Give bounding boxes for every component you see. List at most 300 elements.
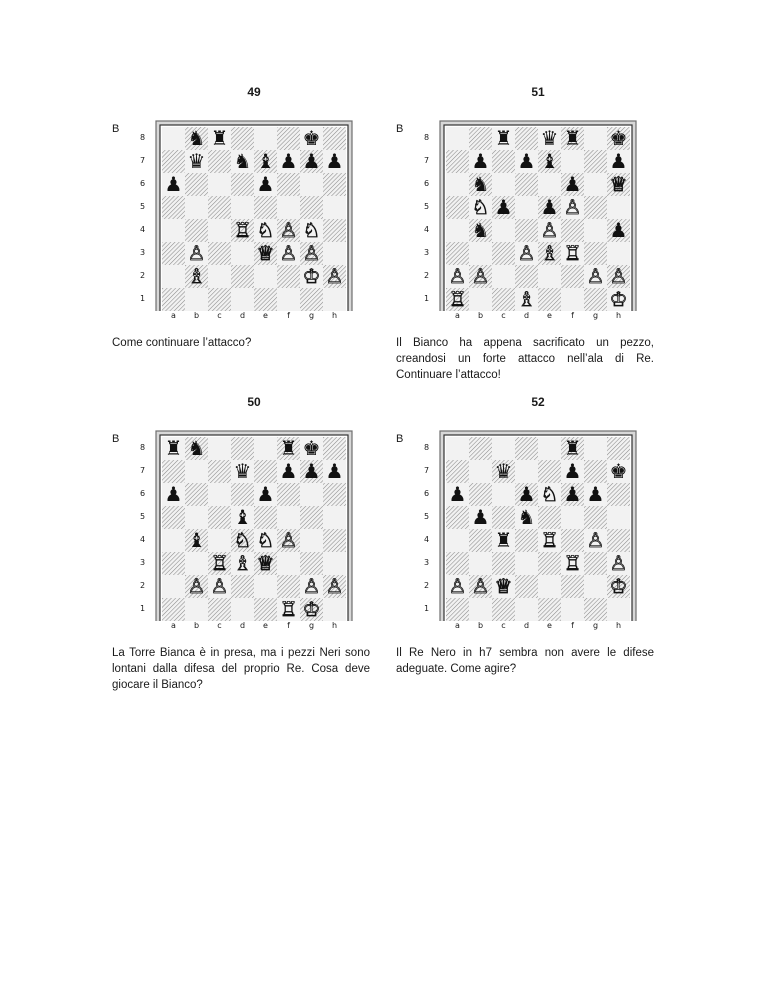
square-e2 — [254, 265, 277, 288]
square-c1 — [492, 288, 515, 311]
black-piece-e7: ♝ — [540, 149, 559, 173]
square-h1 — [607, 598, 630, 621]
square-d8 — [231, 437, 254, 460]
square-c7 — [492, 150, 515, 173]
square-f2 — [277, 265, 300, 288]
white-piece-a1: ♖ — [448, 287, 467, 311]
white-piece-h2: ♔ — [609, 574, 628, 598]
black-piece-g8: ♚ — [302, 436, 321, 460]
square-e7 — [254, 460, 277, 483]
file-label: f — [287, 621, 290, 630]
square-a7 — [162, 150, 185, 173]
white-piece-g1: ♔ — [302, 597, 321, 621]
rank-label: 8 — [424, 443, 430, 452]
square-d5 — [515, 196, 538, 219]
square-c2 — [208, 265, 231, 288]
square-g4 — [584, 219, 607, 242]
black-piece-b7: ♟ — [471, 149, 490, 173]
square-d2 — [231, 575, 254, 598]
black-piece-c7: ♛ — [494, 459, 513, 483]
square-f6 — [277, 173, 300, 196]
black-piece-f7: ♟ — [279, 459, 298, 483]
square-e1 — [538, 598, 561, 621]
square-f2 — [561, 265, 584, 288]
square-g1 — [584, 288, 607, 311]
file-label: f — [571, 621, 574, 630]
square-d8 — [515, 437, 538, 460]
square-b1 — [185, 598, 208, 621]
rank-label: 1 — [424, 604, 430, 613]
square-h8 — [607, 437, 630, 460]
square-b4 — [469, 529, 492, 552]
side-to-move: B — [112, 433, 120, 445]
white-piece-e3: ♗ — [540, 241, 559, 265]
white-piece-b2: ♙ — [187, 574, 206, 598]
square-g3 — [300, 552, 323, 575]
black-piece-f8: ♜ — [279, 436, 298, 460]
square-b8 — [469, 127, 492, 150]
square-d1 — [515, 598, 538, 621]
square-c1 — [208, 598, 231, 621]
puzzle-number: 49 — [247, 85, 261, 99]
square-g1 — [300, 288, 323, 311]
square-e1 — [254, 598, 277, 621]
square-d1 — [231, 288, 254, 311]
square-h1 — [323, 598, 346, 621]
rank-label: 1 — [140, 604, 146, 613]
white-piece-h1: ♔ — [609, 287, 628, 311]
white-piece-h3: ♙ — [609, 551, 628, 575]
square-a7 — [162, 460, 185, 483]
square-h1 — [323, 288, 346, 311]
black-piece-h7: ♚ — [609, 459, 628, 483]
black-piece-e7: ♝ — [256, 149, 275, 173]
black-piece-b8: ♞ — [187, 126, 206, 150]
white-piece-e4: ♘ — [256, 218, 275, 242]
rank-label: 5 — [140, 202, 146, 211]
rank-label: 7 — [140, 466, 146, 475]
rank-label: 8 — [140, 443, 146, 452]
square-d6 — [231, 483, 254, 506]
square-c4 — [208, 529, 231, 552]
black-piece-h7: ♟ — [325, 459, 344, 483]
square-c6 — [492, 173, 515, 196]
white-piece-f4: ♙ — [279, 218, 298, 242]
square-e2 — [538, 575, 561, 598]
square-c1 — [492, 598, 515, 621]
chess-diagram — [416, 425, 642, 630]
black-piece-a6: ♟ — [448, 482, 467, 506]
rank-label: 4 — [140, 225, 146, 234]
square-a8 — [446, 437, 469, 460]
square-a5 — [446, 506, 469, 529]
puzzle-number: 50 — [247, 395, 261, 409]
black-piece-d7: ♟ — [517, 149, 536, 173]
file-label: g — [592, 621, 599, 630]
square-c4 — [492, 219, 515, 242]
square-g1 — [584, 598, 607, 621]
file-label: c — [501, 311, 506, 320]
white-piece-c2: ♕ — [494, 574, 513, 598]
square-d8 — [231, 127, 254, 150]
rank-label: 3 — [424, 558, 430, 567]
square-c2 — [492, 265, 515, 288]
white-piece-f4: ♙ — [279, 528, 298, 552]
white-piece-h2: ♙ — [609, 264, 628, 288]
puzzle-caption: La Torre Bianca è in presa, ma i pezzi Neri sono lontani dalla difesa del proprio Re. Cosa deve giocare il Bianco? — [112, 647, 370, 691]
square-a4 — [162, 219, 185, 242]
file-label: b — [193, 311, 200, 320]
square-a2 — [162, 265, 185, 288]
white-piece-d1: ♗ — [517, 287, 536, 311]
side-to-move: B — [112, 123, 120, 135]
black-piece-b5: ♟ — [471, 505, 490, 529]
square-d2 — [231, 265, 254, 288]
square-e7 — [538, 460, 561, 483]
square-b1 — [185, 288, 208, 311]
white-piece-f5: ♙ — [563, 195, 582, 219]
black-piece-e8: ♛ — [540, 126, 559, 150]
square-a6 — [446, 173, 469, 196]
black-piece-b8: ♞ — [187, 436, 206, 460]
file-label: d — [239, 311, 246, 320]
square-d7 — [515, 460, 538, 483]
square-b3 — [469, 242, 492, 265]
square-f4 — [561, 219, 584, 242]
square-f6 — [277, 483, 300, 506]
square-f7 — [561, 150, 584, 173]
white-piece-h2: ♙ — [325, 264, 344, 288]
square-g6 — [300, 483, 323, 506]
square-b7 — [185, 460, 208, 483]
square-a2 — [162, 575, 185, 598]
square-d6 — [515, 173, 538, 196]
white-piece-a2: ♙ — [448, 574, 467, 598]
puzzle-number: 51 — [531, 85, 545, 99]
rank-label: 6 — [424, 489, 430, 498]
square-e1 — [254, 288, 277, 311]
file-label: g — [308, 621, 315, 630]
square-c1 — [208, 288, 231, 311]
square-f1 — [277, 288, 300, 311]
black-piece-d6: ♟ — [517, 482, 536, 506]
square-b6 — [469, 483, 492, 506]
square-g6 — [584, 173, 607, 196]
file-label: a — [455, 621, 460, 630]
square-c3 — [492, 552, 515, 575]
white-piece-f3: ♖ — [563, 551, 582, 575]
square-a5 — [162, 196, 185, 219]
white-piece-e4: ♘ — [256, 528, 275, 552]
square-c5 — [208, 506, 231, 529]
square-g2 — [584, 575, 607, 598]
black-piece-h7: ♟ — [609, 149, 628, 173]
square-g5 — [584, 196, 607, 219]
file-label: f — [287, 311, 290, 320]
rank-label: 2 — [140, 271, 146, 280]
white-piece-e3: ♕ — [256, 551, 275, 575]
black-piece-g7: ♟ — [302, 149, 321, 173]
white-piece-b5: ♘ — [471, 195, 490, 219]
white-piece-d3: ♗ — [233, 551, 252, 575]
square-b7 — [469, 460, 492, 483]
white-piece-b3: ♙ — [187, 241, 206, 265]
square-h8 — [323, 127, 346, 150]
square-c4 — [208, 219, 231, 242]
white-piece-c3: ♖ — [210, 551, 229, 575]
black-piece-e5: ♟ — [540, 195, 559, 219]
square-g6 — [300, 173, 323, 196]
square-a8 — [162, 127, 185, 150]
black-piece-f8: ♜ — [563, 436, 582, 460]
file-label: h — [615, 311, 622, 320]
square-c8 — [208, 437, 231, 460]
puzzle-caption: Come continuare l’attacco? — [112, 337, 252, 349]
square-h3 — [323, 552, 346, 575]
black-piece-f8: ♜ — [563, 126, 582, 150]
square-d6 — [231, 173, 254, 196]
white-piece-g4: ♙ — [586, 528, 605, 552]
square-b5 — [185, 506, 208, 529]
square-a5 — [446, 196, 469, 219]
square-b1 — [469, 288, 492, 311]
black-piece-a6: ♟ — [164, 482, 183, 506]
square-h3 — [323, 242, 346, 265]
square-a4 — [162, 529, 185, 552]
white-piece-h6: ♕ — [609, 172, 628, 196]
black-piece-g7: ♟ — [302, 459, 321, 483]
square-a4 — [446, 529, 469, 552]
square-g5 — [584, 506, 607, 529]
white-piece-f1: ♖ — [279, 597, 298, 621]
white-piece-b2: ♗ — [187, 264, 206, 288]
file-label: a — [455, 311, 460, 320]
square-f8 — [277, 127, 300, 150]
side-to-move: B — [396, 433, 404, 445]
rank-label: 6 — [424, 179, 430, 188]
black-piece-c5: ♟ — [494, 195, 513, 219]
square-e1 — [538, 288, 561, 311]
square-b3 — [185, 552, 208, 575]
file-label: a — [171, 311, 176, 320]
black-piece-b4: ♞ — [471, 218, 490, 242]
square-e5 — [538, 506, 561, 529]
file-label: e — [547, 621, 552, 630]
square-a1 — [162, 288, 185, 311]
square-g7 — [584, 150, 607, 173]
square-b4 — [185, 219, 208, 242]
white-piece-g4: ♘ — [302, 218, 321, 242]
black-piece-b6: ♞ — [471, 172, 490, 196]
rank-label: 7 — [140, 156, 146, 165]
rank-label: 5 — [424, 202, 430, 211]
file-label: a — [171, 621, 176, 630]
rank-label: 7 — [424, 156, 430, 165]
square-b6 — [185, 173, 208, 196]
chess-diagram — [132, 115, 358, 320]
black-piece-h8: ♚ — [609, 126, 628, 150]
square-b3 — [469, 552, 492, 575]
square-a3 — [446, 552, 469, 575]
square-f2 — [277, 575, 300, 598]
square-c5 — [208, 196, 231, 219]
file-label: e — [263, 621, 268, 630]
square-a7 — [446, 150, 469, 173]
square-h6 — [607, 483, 630, 506]
rank-label: 2 — [424, 581, 430, 590]
black-piece-h7: ♟ — [325, 149, 344, 173]
square-d4 — [515, 529, 538, 552]
square-a1 — [162, 598, 185, 621]
rank-label: 1 — [424, 294, 430, 303]
square-c6 — [208, 483, 231, 506]
file-label: b — [477, 311, 484, 320]
rank-label: 4 — [140, 535, 146, 544]
rank-label: 5 — [140, 512, 146, 521]
puzzle-number: 52 — [531, 395, 545, 409]
square-e5 — [254, 196, 277, 219]
square-a7 — [446, 460, 469, 483]
file-label: h — [615, 621, 622, 630]
puzzle-caption: Il Bianco ha appena sacrificato un pezzo, creandosi un forte attacco nell’ala di Re. Continuare l’attacco! — [396, 337, 654, 381]
square-d5 — [231, 196, 254, 219]
rank-label: 6 — [140, 179, 146, 188]
file-label: c — [217, 621, 222, 630]
square-h8 — [323, 437, 346, 460]
square-f5 — [277, 196, 300, 219]
file-label: f — [571, 311, 574, 320]
square-c6 — [492, 483, 515, 506]
square-c7 — [208, 150, 231, 173]
side-to-move: B — [396, 123, 404, 135]
white-piece-f3: ♖ — [563, 241, 582, 265]
square-d2 — [515, 265, 538, 288]
black-piece-c4: ♜ — [494, 528, 513, 552]
square-a4 — [446, 219, 469, 242]
file-label: d — [523, 311, 530, 320]
black-piece-f6: ♟ — [563, 172, 582, 196]
square-f1 — [561, 288, 584, 311]
white-piece-b2: ♙ — [471, 574, 490, 598]
square-g8 — [584, 127, 607, 150]
rank-label: 4 — [424, 225, 430, 234]
rank-label: 4 — [424, 535, 430, 544]
rank-label: 1 — [140, 294, 146, 303]
square-a3 — [162, 552, 185, 575]
square-h4 — [323, 219, 346, 242]
rank-label: 3 — [140, 248, 146, 257]
chess-diagram — [416, 115, 642, 320]
square-e2 — [538, 265, 561, 288]
puzzle-caption: Il Re Nero in h7 sembra non avere le difese adeguate. Come agire? — [396, 647, 654, 675]
black-piece-d7: ♛ — [233, 459, 252, 483]
file-label: h — [331, 311, 338, 320]
rank-label: 3 — [140, 558, 146, 567]
square-f4 — [561, 529, 584, 552]
file-label: e — [547, 311, 552, 320]
black-piece-a8: ♜ — [164, 436, 183, 460]
white-piece-c2: ♙ — [210, 574, 229, 598]
square-e6 — [538, 173, 561, 196]
white-piece-e4: ♖ — [540, 528, 559, 552]
square-a3 — [446, 242, 469, 265]
square-f2 — [561, 575, 584, 598]
file-label: b — [477, 621, 484, 630]
square-e3 — [538, 552, 561, 575]
black-piece-h4: ♟ — [609, 218, 628, 242]
white-piece-g2: ♔ — [302, 264, 321, 288]
white-piece-e4: ♙ — [540, 218, 559, 242]
square-c8 — [492, 437, 515, 460]
white-piece-e6: ♘ — [540, 482, 559, 506]
rank-label: 6 — [140, 489, 146, 498]
square-b6 — [185, 483, 208, 506]
white-piece-g3: ♙ — [302, 241, 321, 265]
rank-label: 7 — [424, 466, 430, 475]
rank-label: 5 — [424, 512, 430, 521]
white-piece-g2: ♙ — [302, 574, 321, 598]
black-piece-d7: ♞ — [233, 149, 252, 173]
square-g3 — [584, 242, 607, 265]
black-piece-g8: ♚ — [302, 126, 321, 150]
square-g5 — [300, 506, 323, 529]
square-h5 — [323, 196, 346, 219]
square-g8 — [584, 437, 607, 460]
white-piece-d4: ♘ — [233, 528, 252, 552]
square-h5 — [323, 506, 346, 529]
square-e8 — [254, 127, 277, 150]
square-d3 — [231, 242, 254, 265]
square-h4 — [607, 529, 630, 552]
file-label: c — [217, 311, 222, 320]
square-b5 — [185, 196, 208, 219]
square-a5 — [162, 506, 185, 529]
square-g3 — [584, 552, 607, 575]
square-c7 — [208, 460, 231, 483]
square-g5 — [300, 196, 323, 219]
square-f5 — [561, 506, 584, 529]
square-d2 — [515, 575, 538, 598]
rank-label: 3 — [424, 248, 430, 257]
file-label: e — [263, 311, 268, 320]
rank-label: 8 — [140, 133, 146, 142]
square-d8 — [515, 127, 538, 150]
square-c5 — [492, 506, 515, 529]
white-piece-d3: ♙ — [517, 241, 536, 265]
square-b8 — [469, 437, 492, 460]
square-d1 — [231, 598, 254, 621]
white-piece-b2: ♙ — [471, 264, 490, 288]
file-label: b — [193, 621, 200, 630]
square-h5 — [607, 196, 630, 219]
black-piece-a6: ♟ — [164, 172, 183, 196]
file-label: h — [331, 621, 338, 630]
square-h5 — [607, 506, 630, 529]
rank-label: 8 — [424, 133, 430, 142]
file-label: g — [308, 311, 315, 320]
rank-label: 2 — [424, 271, 430, 280]
black-piece-f7: ♟ — [563, 459, 582, 483]
square-e5 — [254, 506, 277, 529]
square-a1 — [446, 598, 469, 621]
black-piece-e6: ♟ — [256, 172, 275, 196]
black-piece-f7: ♟ — [279, 149, 298, 173]
black-piece-d5: ♝ — [233, 505, 252, 529]
square-f5 — [277, 506, 300, 529]
square-e8 — [538, 437, 561, 460]
square-a8 — [446, 127, 469, 150]
chess-diagram — [132, 425, 358, 630]
